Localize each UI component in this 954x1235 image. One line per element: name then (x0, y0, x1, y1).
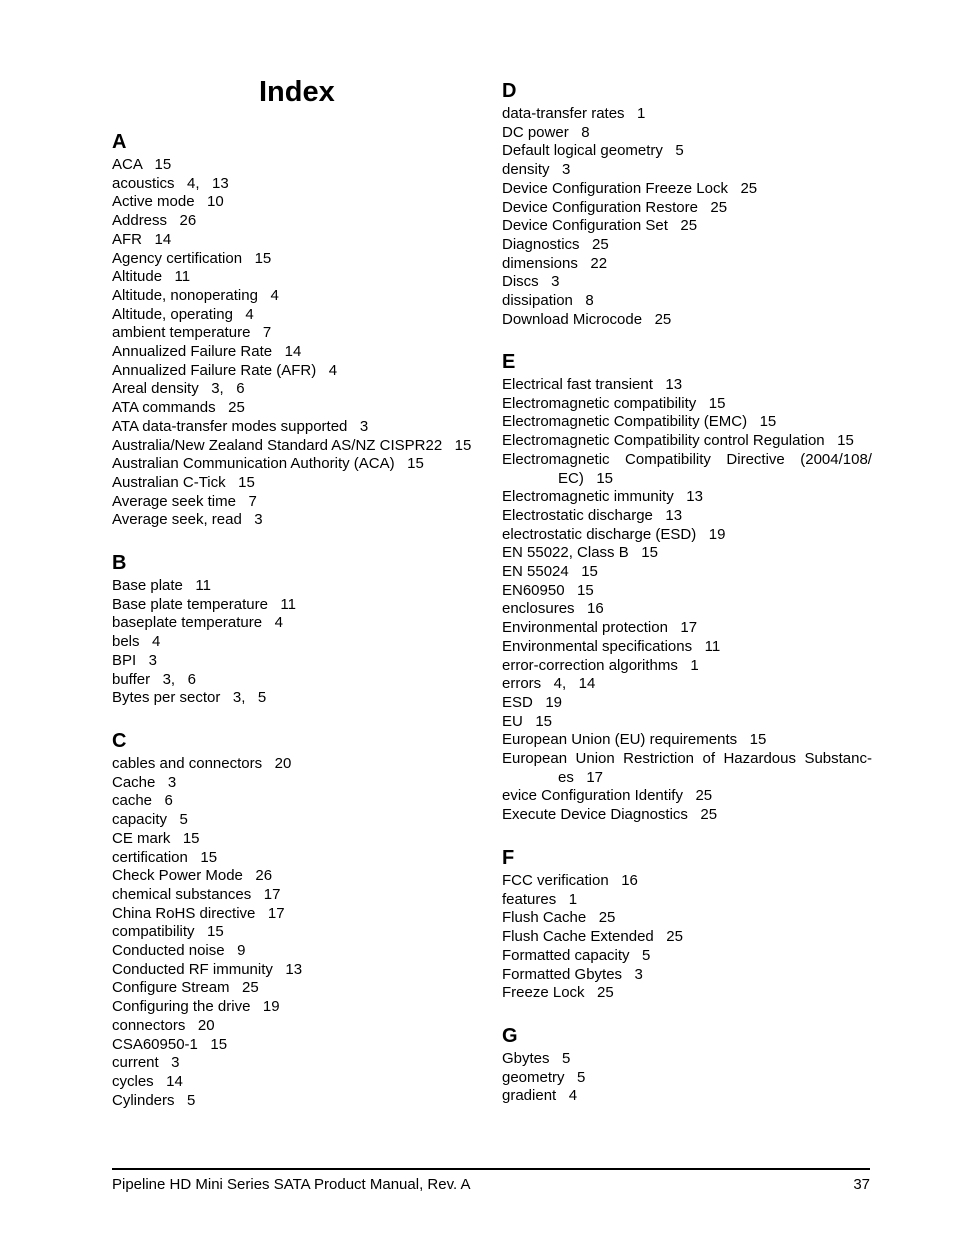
list-item: ACA 15 (112, 156, 172, 173)
list-item: Discs 3 (502, 273, 560, 291)
index-section-a (112, 130, 492, 530)
list-item: Australian Communication Authority (ACA) 15 (112, 455, 424, 473)
list-item: cables and connectors 20 (112, 755, 292, 772)
list-item: certification 15 (112, 848, 218, 866)
entry-word: Restriction (623, 750, 695, 768)
list-item: Base plate 11 (112, 577, 211, 594)
list-item: Diagnostics 25 (502, 235, 609, 253)
footer-divider (112, 1168, 870, 1170)
list-item: density 3 (502, 161, 571, 179)
list-item: Electrical fast transient 13 (502, 376, 683, 393)
list-item: cycles 14 (112, 1072, 183, 1090)
list-item: cache 6 (112, 792, 173, 810)
index-section-g (502, 1024, 872, 1106)
list-item: Formatted Gbytes 3 (502, 965, 643, 983)
entry-word: (2004/108/ (800, 450, 872, 468)
section-letter: A (112, 131, 127, 153)
list-item: Download Microcode 25 (502, 310, 672, 328)
list-item: connectors 20 (112, 1016, 215, 1034)
entry-list (112, 577, 492, 708)
entry-list (502, 105, 872, 329)
list-item: Electrostatic discharge 13 (502, 506, 683, 524)
list-item: Active mode 10 (112, 193, 224, 211)
list-item: geometry 5 (502, 1068, 586, 1086)
entry-group (502, 376, 872, 451)
list-item: Altitude, nonoperating 4 (112, 286, 279, 304)
list-item: Configure Stream 25 (112, 979, 259, 997)
entry-word: European (502, 750, 568, 768)
list-item: FCC verification 16 (502, 872, 638, 889)
list-item: evice Configuration Identify 25 (502, 787, 713, 805)
list-item: bels 4 (112, 633, 161, 651)
list-item: electrostatic discharge (ESD) 19 (502, 525, 726, 543)
list-item: Conducted noise 9 (112, 942, 246, 960)
index-section-f (502, 846, 872, 1003)
entry-word: Electromagnetic (502, 450, 610, 468)
entry-word: Substanc- (804, 750, 872, 768)
entry-list (502, 1050, 872, 1106)
entry-list (112, 755, 492, 1110)
footer-manual-title: Pipeline HD Mini Series SATA Product Manual, Rev. A (112, 1176, 471, 1193)
section-letter: C (112, 730, 127, 752)
index-section-c (112, 729, 492, 1110)
list-item (502, 451, 872, 488)
list-item (502, 750, 872, 787)
wrapped-entry-line (502, 750, 872, 769)
list-item: China RoHS directive 17 (112, 904, 285, 922)
list-item: Formatted capacity 5 (502, 946, 651, 964)
list-item: current 3 (112, 1054, 180, 1072)
list-item: error-correction algorithms 1 (502, 656, 699, 674)
list-item: Annualized Failure Rate 14 (112, 343, 302, 361)
list-item: Device Configuration Set 25 (502, 217, 698, 235)
list-item: Australia/New Zealand Standard AS/NZ CISPR22 15 (112, 436, 472, 454)
list-item: dissipation 8 (502, 292, 594, 310)
list-item: gradient 4 (502, 1087, 578, 1105)
list-item: European Union (EU) requirements 15 (502, 731, 767, 749)
list-item: errors 4, 14 (502, 675, 596, 693)
list-item: capacity 5 (112, 811, 188, 829)
entry-list (502, 376, 872, 825)
list-item: Check Power Mode 26 (112, 867, 273, 885)
list-item: Environmental specifications 11 (502, 637, 721, 655)
index-section-e (502, 350, 872, 825)
entry-word: Union (575, 750, 615, 768)
list-item: data-transfer rates 1 (502, 105, 646, 122)
list-item: Electromagnetic Compatibility (EMC) 15 (502, 413, 777, 431)
list-item: Electromagnetic immunity 13 (502, 488, 703, 506)
list-item: DC power 8 (502, 123, 590, 141)
entry-list (112, 156, 492, 530)
list-item: Average seek time 7 (112, 492, 257, 510)
list-item: Australian C-Tick 15 (112, 473, 255, 491)
list-item: ambient temperature 7 (112, 324, 272, 342)
list-item: Electromagnetic compatibility 15 (502, 394, 726, 412)
list-item: Altitude 11 (112, 268, 191, 286)
list-item: Conducted RF immunity 13 (112, 960, 303, 978)
section-letter: F (502, 847, 515, 869)
list-item: Gbytes 5 (502, 1050, 571, 1067)
entry-word: of (702, 750, 715, 768)
list-item: Flush Cache 25 (502, 909, 616, 927)
list-item: dimensions 22 (502, 254, 608, 272)
list-item: EN60950 15 (502, 581, 594, 599)
list-item: EN 55024 15 (502, 563, 598, 581)
section-letter: G (502, 1025, 518, 1047)
entry-word: Directive (726, 450, 785, 468)
list-item: Freeze Lock 25 (502, 984, 614, 1002)
entry-word: Compatibility (625, 450, 711, 468)
list-item: acoustics 4, 13 (112, 174, 229, 192)
list-item: BPI 3 (112, 651, 158, 669)
list-item: Device Configuration Freeze Lock 25 (502, 179, 758, 197)
list-item: Environmental protection 17 (502, 619, 698, 637)
list-item: Base plate temperature 11 (112, 595, 296, 613)
entry-group (502, 488, 872, 750)
list-item: Electromagnetic Compatibility control Regulation 15 (502, 432, 854, 450)
entry-list (502, 872, 872, 1003)
list-item: AFR 14 (112, 230, 172, 248)
list-item: Device Configuration Restore 25 (502, 198, 728, 216)
section-letter: B (112, 552, 127, 574)
list-item: Bytes per sector 3, 5 (112, 689, 267, 707)
list-item: ATA data-transfer modes supported 3 (112, 417, 369, 435)
footer-page-number: 37 (853, 1176, 870, 1193)
list-item: chemical substances 17 (112, 885, 281, 903)
list-item: Annualized Failure Rate (AFR) 4 (112, 361, 338, 379)
list-item: EU 15 (502, 712, 553, 730)
list-item: features 1 (502, 890, 578, 908)
index-section-b (112, 551, 492, 708)
section-letter: E (502, 351, 516, 373)
list-item: Cache 3 (112, 773, 177, 791)
list-item: Flush Cache Extended 25 (502, 928, 683, 946)
list-item: ESD 19 (502, 693, 563, 711)
list-item: Configuring the drive 19 (112, 998, 280, 1016)
entry-word: Hazardous (723, 750, 796, 768)
wrapped-entry-line (502, 451, 872, 470)
page-title: Index (259, 76, 335, 108)
list-item: Areal density 3, 6 (112, 380, 245, 398)
list-item: Default logical geometry 5 (502, 142, 684, 160)
list-item: compatibility 15 (112, 923, 224, 941)
list-item: ATA commands 25 (112, 399, 245, 417)
list-item: Execute Device Diagnostics 25 (502, 806, 718, 824)
list-item: baseplate temperature 4 (112, 614, 283, 632)
section-letter: D (502, 80, 517, 102)
list-item: Cylinders 5 (112, 1091, 196, 1109)
list-item: Average seek, read 3 (112, 511, 263, 529)
list-item: enclosures 16 (502, 600, 604, 618)
list-item: CSA60950-1 15 (112, 1035, 228, 1053)
list-item: Agency certification 15 (112, 249, 272, 267)
list-item: Address 26 (112, 212, 197, 230)
wrapped-entry-continuation: EC) 15 (558, 469, 614, 487)
wrapped-entry-continuation: es 17 (558, 768, 604, 786)
entry-group (502, 787, 872, 824)
list-item: CE mark 15 (112, 829, 200, 847)
index-section-d (502, 79, 872, 329)
list-item: Altitude, operating 4 (112, 305, 254, 323)
list-item: EN 55022, Class B 15 (502, 544, 658, 562)
list-item: buffer 3, 6 (112, 670, 196, 688)
